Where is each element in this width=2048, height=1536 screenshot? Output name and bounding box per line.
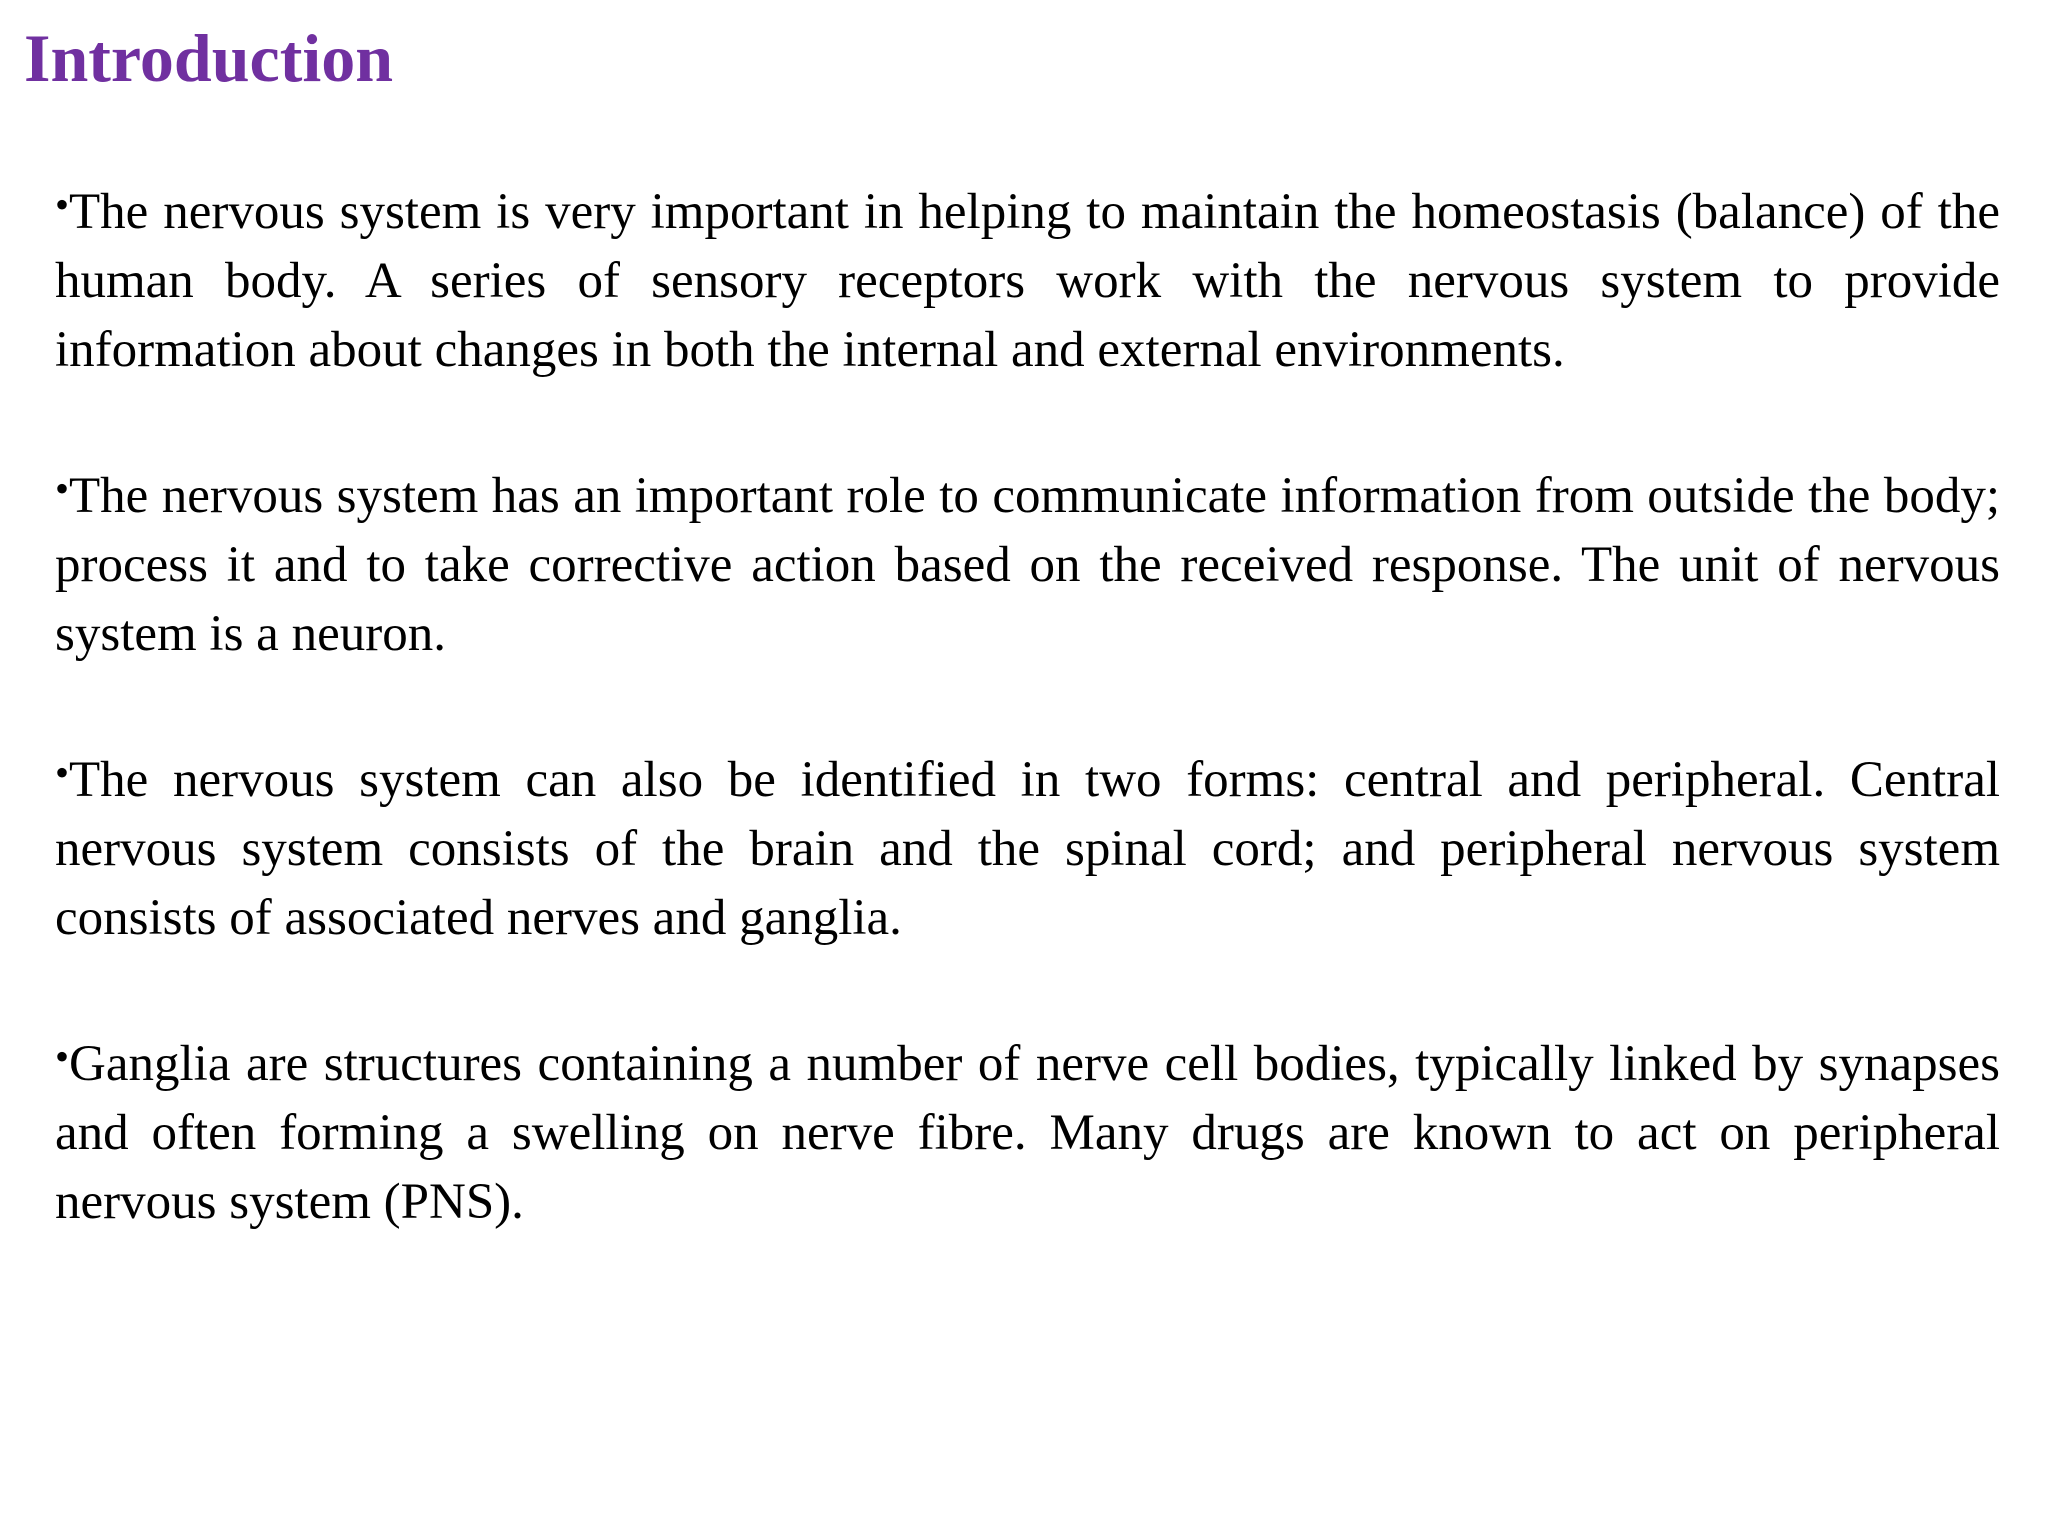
bullet-item xyxy=(55,1022,2000,1237)
slide-title: Introduction xyxy=(24,20,394,96)
bullet-text: Ganglia are structures containing a number of nerve cell bodies, typically linked by synapses and often forming a swelling on nerve fibre. Many drugs are known to act on peripheral nervous system (PNS). xyxy=(55,1036,2000,1230)
bullet-marker: • xyxy=(55,466,70,511)
bullet-marker: • xyxy=(55,182,70,227)
bullet-list xyxy=(55,170,2000,1237)
bullet-item xyxy=(55,454,2000,669)
bullet-text: The nervous system is very important in helping to maintain the homeostasis (balance) of the human body. A series of sensory receptors work with the nervous system to provide information about changes in both the internal and external environments. xyxy=(55,184,2000,378)
bullet-item xyxy=(55,170,2000,385)
bullet-text: The nervous system can also be identified in two forms: central and peripheral. Central nervous system consists of the brain and the spinal cord; and peripheral nervous system consists of associated nerves and ganglia. xyxy=(55,752,2000,946)
bullet-text: The nervous system has an important role to communicate information from outside the body; process it and to take corrective action based on the received response. The unit of nervous system is a neuron. xyxy=(55,468,2000,662)
bullet-marker: • xyxy=(55,1034,70,1079)
bullet-marker: • xyxy=(55,750,70,795)
bullet-item xyxy=(55,738,2000,953)
